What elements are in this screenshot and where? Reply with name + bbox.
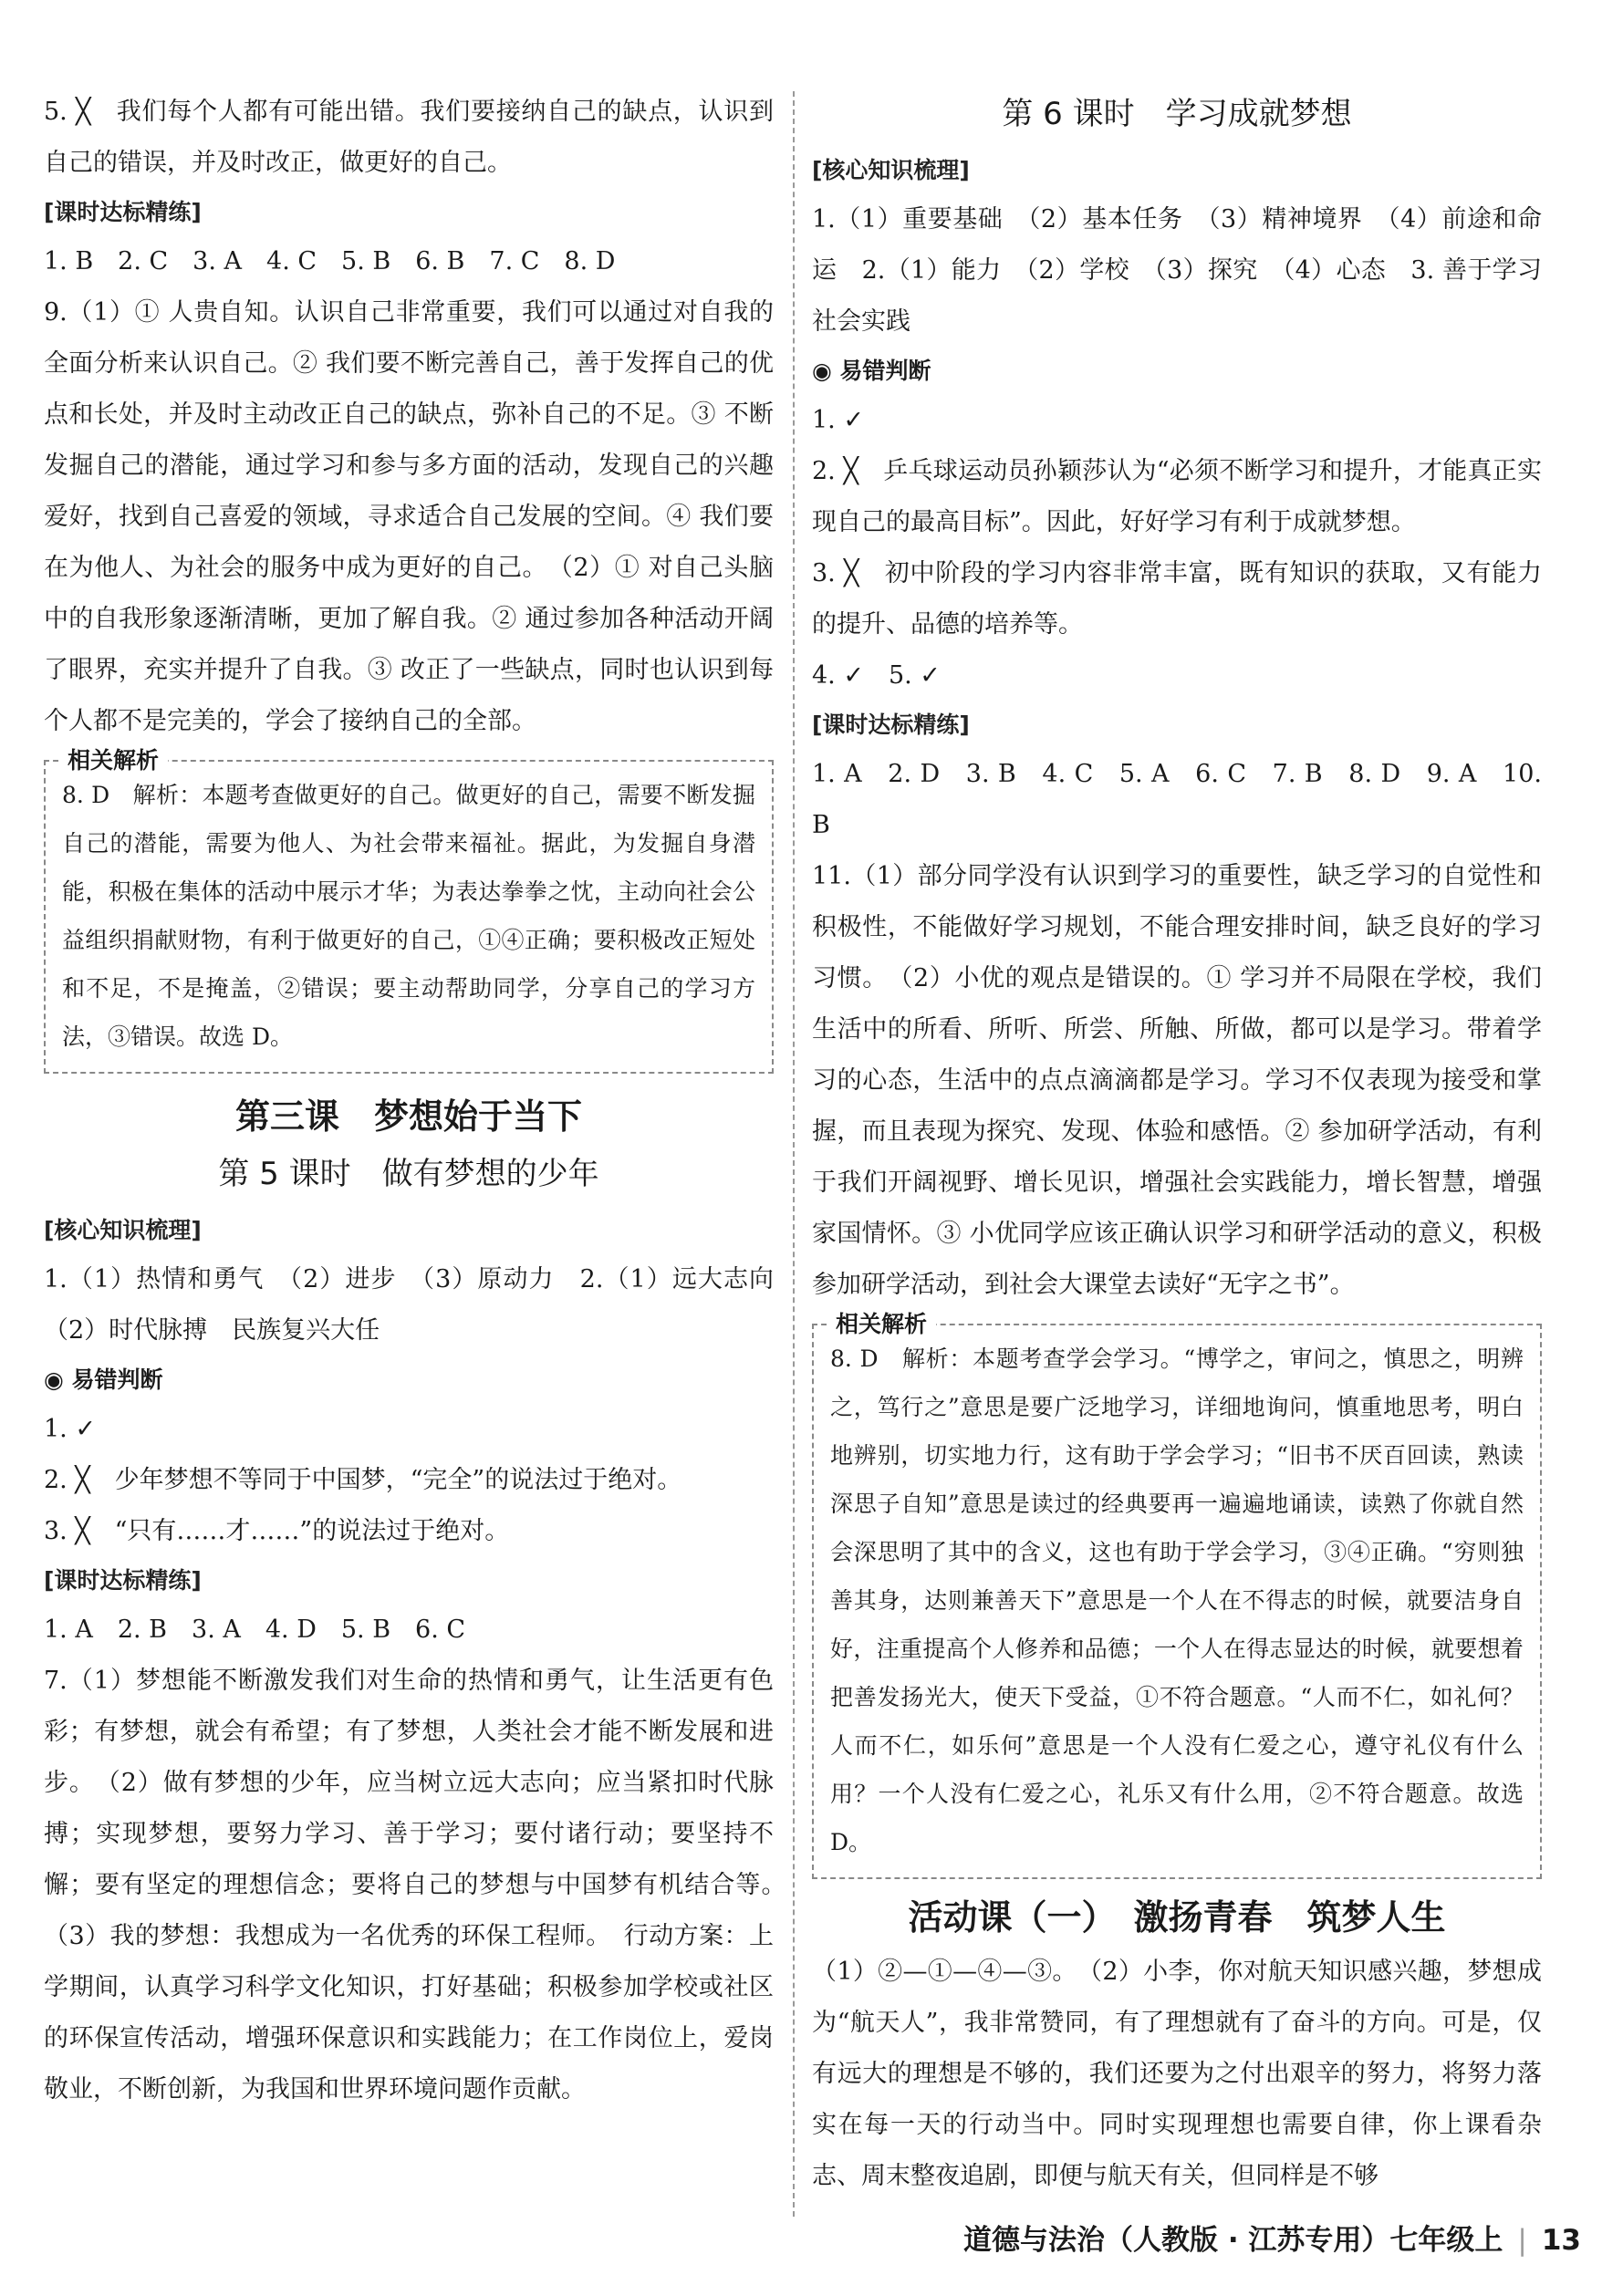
- judge-1: 1. ✓: [44, 1415, 96, 1443]
- section-tag-practice: [课时达标精练]: [44, 199, 202, 225]
- analysis-box: [44, 747, 774, 1074]
- answer-11: 11.（1）部分同学没有认识到学习的重要性，缺乏学习的自觉性和积极性，不能做好学习规划，不能合理安排时间，缺乏良好的学习习惯。 （2）小优的观点是错误的。① 学习并不局限在学校，我们生活中的所看、所听、所尝、所触、所做，都可以是学习。带着学习的心态，生活中的点点滴滴都是学习。学习不仅表现为接受和掌握，而且表现为探究、发现、体验和感悟。② 参加研学活动，有利于我们开阔视野、增长见识，增强社会实践能力，增长智慧，增强家国情怀。③ 小优同学应该正确认识学习和研学活动的意义，积极参加研学活动，到社会大课堂去读好“无字之书”。: [812, 862, 1542, 1299]
- judge-3-r: 3. ╳ 初中阶段的学习内容非常丰富，既有知识的获取，又有能力的提升、品德的培养等。: [812, 559, 1542, 639]
- activity-title: 活动课（一） 激扬青春 筑梦人生: [908, 1897, 1446, 1938]
- book-title: 道德与法治（人教版 · 江苏专用）七年级上: [963, 2224, 1503, 2257]
- judge-3: 3. ╳ “只有……才……”的说法过于绝对。: [44, 1517, 510, 1545]
- mc-answers-r: 1. A 2. D 3. B 4. C 5. A 6. C 7. B 8. D 9. A 10. B: [812, 760, 1542, 839]
- section-judge: ◉ 易错判断: [44, 1366, 163, 1393]
- judge-45-r: 4. ✓ 5. ✓: [812, 661, 941, 690]
- mc-answers: 1. B 2. C 3. A 4. C 5. B 6. B 7. C 8. D: [44, 247, 616, 275]
- lesson-title-6: 第 6 课时 学习成就梦想: [1002, 96, 1352, 132]
- column-divider: [793, 91, 795, 2217]
- answer-7: 7.（1）梦想能不断激发我们对生命的热情和勇气，让生活更有色彩；有梦想，就会有希望；有了梦想，人类社会才能不断发展和进步。 （2）做有梦想的少年，应当树立远大志向；应当紧扣时代脉搏；实现梦想，要努力学习、善于学习；要付诸行动；要坚持不懈；要有坚定的理想信念；要将自己的梦想与中国梦有机结合等。 （3）我的梦想：我想成为一名优秀的环保工程师。 行动方案：上学期间，认真学习科学文化知识，打好基础；积极参加学校或社区的环保宣传活动，增强环保意识和实践能力；在工作岗位上，爱岗敬业，不断创新，为我国和世界环境问题作贡献。: [44, 1667, 798, 2104]
- page-number: 13: [1541, 2224, 1581, 2257]
- section-tag-core: [核心知识梳理]: [44, 1217, 202, 1243]
- core-answers: 1.（1）热情和勇气 （2）进步 （3）原动力 2.（1）远大志向 （2）时代脉搏 民族复兴大任: [44, 1265, 798, 1345]
- judge-1-r: 1. ✓: [812, 406, 864, 434]
- section-tag-practice-r: [课时达标精练]: [812, 712, 970, 738]
- course-title: 第三课 梦想始于当下: [234, 1096, 582, 1137]
- bullet-icon: ◉: [44, 1366, 72, 1393]
- core-answers-r: 1.（1）重要基础 （2）基本任务 （3）精神境界 （4）前途和命运 2.（1）能力 （2）学校 （3）探究 （4）心态 3. 善于学习 社会实践: [812, 205, 1566, 336]
- analysis-text: 8. D 解析：本题考查做更好的自己。做更好的自己，需要不断发掘自己的潜能，需要为他人、为社会带来福祉。据此，为发掘自身潜能，积极在集体的活动中展示才华；为表达拳拳之忱，主动向社会公益组织捐献财物，有利于做更好的自己，①④正确；要积极改正短处和不足，不是掩盖，②错误；要主动帮助同学，分享自己的学习方法，③错误。故选 D。: [62, 782, 755, 1050]
- footer-separator: |: [1517, 2224, 1527, 2257]
- analysis-box-title: 相关解析: [58, 745, 168, 776]
- right-column: [812, 87, 1566, 2202]
- answer-5: 5. ╳ 我们每个人都有可能出错。我们要接纳自己的缺点，认识到自己的错误，并及时改正，做更好的自己。: [44, 98, 774, 177]
- analysis-box-r: [812, 1311, 1542, 1879]
- judge-2: 2. ╳ 少年梦想不等同于中国梦，“完全”的说法过于绝对。: [44, 1466, 682, 1494]
- left-column: [44, 87, 798, 2115]
- mc-answers-2: 1. A 2. B 3. A 4. D 5. B 6. C: [44, 1616, 466, 1644]
- lesson-title: 第 5 课时 做有梦想的少年: [218, 1156, 599, 1192]
- analysis-text-r: 8. D 解析：本题考查学会学习。“博学之，审问之，慎思之，明辨之，笃行之”意思是要广泛地学习，详细地询问，慎重地思考，明白地辨别，切实地力行，这有助于学会学习；“旧书不厌百回读，熟读深思子自知”意思是读过的经典要再一遍遍地诵读，读熟了你就自然会深思明了其中的含义，这也有助于学会学习，③④正确。“穷则独善其身，达则兼善天下”意思是一个人在不得志的时候，就要洁身自好，注重提高个人修养和品德；一个人在得志显达的时候，就要想着把善发扬光大，使天下受益，①不符合题意。“人而不仁，如礼何？人而不仁，如乐何”意思是一个人没有仁爱之心，遵守礼仪有什么用？一个人没有仁爱之心，礼乐又有什么用，②不符合题意。故选 D。: [830, 1345, 1524, 1855]
- page-footer: [963, 2217, 1581, 2258]
- section-tag-core-r: [核心知识梳理]: [812, 157, 970, 183]
- answer-9: 9.（1）① 人贵自知。认识自己非常重要，我们可以通过对自我的全面分析来认识自己。② 我们要不断完善自己，善于发挥自己的优点和长处，并及时主动改正自己的缺点，弥补自己的不足。③ 不断发掘自己的潜能，通过学习和参与多方面的活动，发现自己的兴趣爱好，找到自己喜爱的领域，寻求适合自己发展的空间。④ 我们要在为他人、为社会的服务中成为更好的自己。 （2）① 对自己头脑中的自我形象逐渐清晰，更加了解自我。② 通过参加各种活动开阔了眼界，充实并提升了自我。③ 改正了一些缺点，同时也认识到每个人都不是完美的，学会了接纳自己的全部。: [44, 298, 774, 735]
- judge-2-r: 2. ╳ 乒乓球运动员孙颖莎认为“必须不断学习和提升，才能真正实现自己的最高目标”。因此，好好学习有利于成就梦想。: [812, 457, 1542, 536]
- bullet-icon: ◉: [812, 358, 840, 384]
- section-judge-r: ◉ 易错判断: [812, 358, 931, 384]
- activity-answer: （1）②—①—④—③。 （2）小李，你对航天知识感兴趣，梦想成为“航天人”，我非常赞同，有了理想就有了奋斗的方向。可是，仅有远大的理想是不够的，我们还要为之付出艰辛的努力，将努力落实在每一天的行动当中。同时实现理想也需要自律，你上课看杂志、周末整夜追剧，即便与航天有关，但同样是不够: [812, 1958, 1542, 2190]
- analysis-box-title-r: 相关解析: [827, 1309, 936, 1340]
- section-tag-practice-2: [课时达标精练]: [44, 1567, 202, 1594]
